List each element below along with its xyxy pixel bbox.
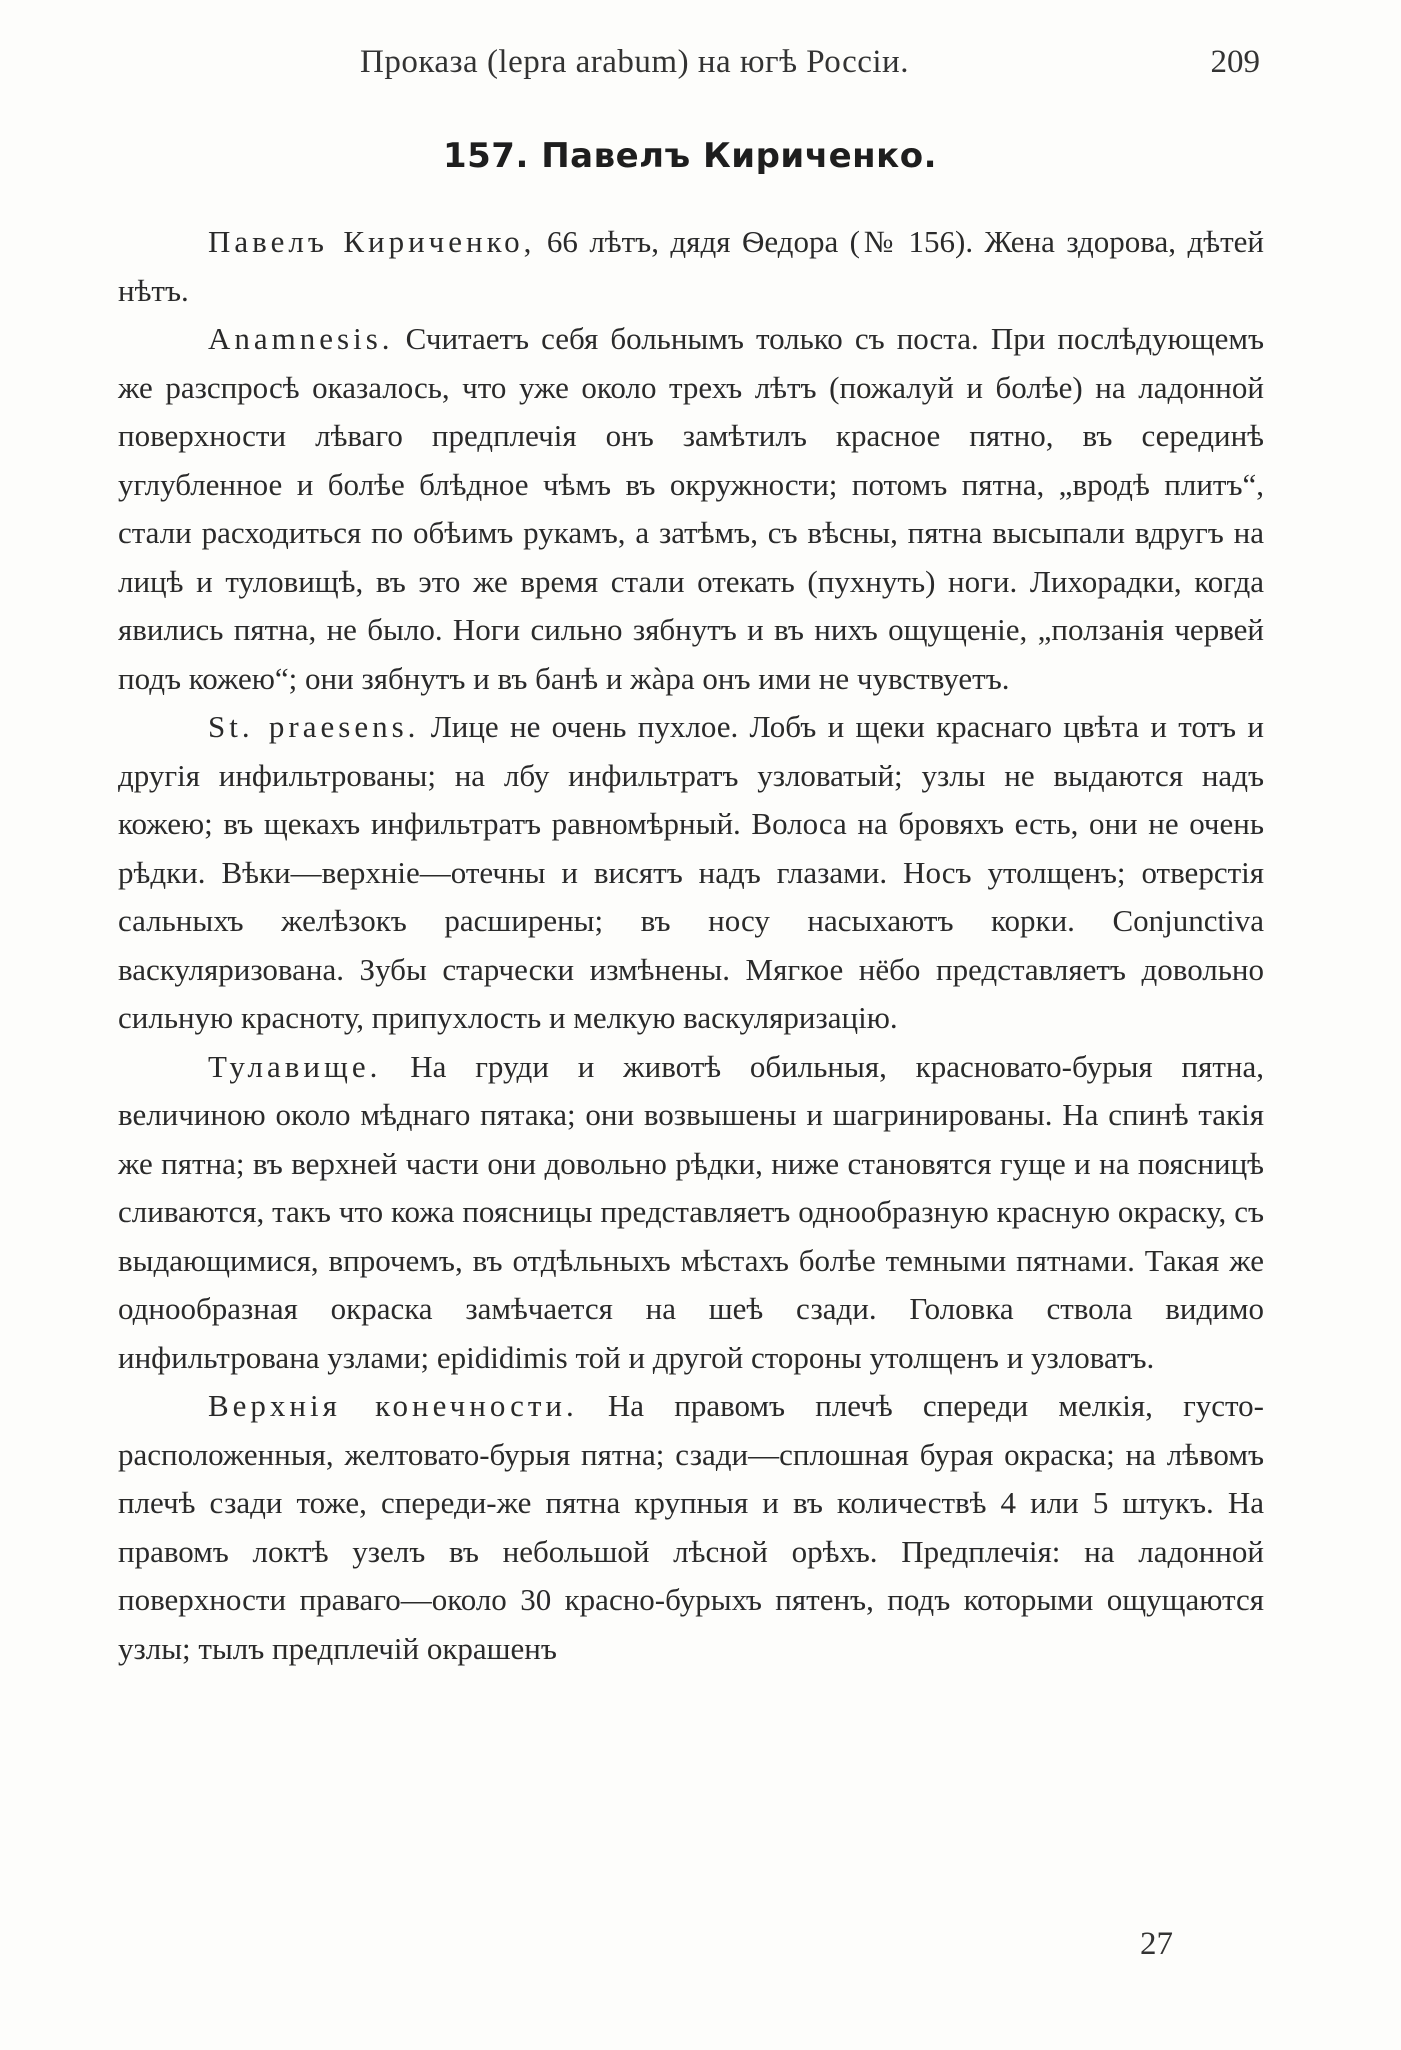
trunk-label: Тулавище. (208, 1048, 382, 1084)
upper-limbs-label: Верхнія конечности. (208, 1388, 578, 1423)
running-title: Проказа (lepra arabum) на югѣ Россіи. (360, 44, 909, 80)
anamnesis-text: Считаетъ себя больнымъ только съ поста. При послѣдующемъ же разспросѣ оказалось, что уже около трехъ лѣтъ (пожалуй и болѣе) на ладонной поверхности лѣваго предплечія онъ замѣтилъ красное пятно, въ серединѣ углубленное и болѣе блѣдное чѣмъ въ окружности; потомъ пятна, „вродѣ плитъ“, стали расходиться по обѣимъ рукамъ, а затѣмъ, съ вѣсны, пятна высыпали вдругъ на лицѣ и туловищѣ, въ это же время стали отекать (пухнуть) ноги. Лихорадки, когда явились пятна, не было. Ноги сильно зябнутъ и въ нихъ ощущеніе, „ползанія червей подъ кожею“; они зябнутъ и въ банѣ и жàра онъ ими не чувствуетъ. (118, 321, 1264, 696)
paragraph-intro (118, 218, 1264, 315)
anamnesis-label: Anamnesis. (208, 321, 394, 356)
paragraph-anamnesis (118, 315, 1264, 703)
body-text (118, 218, 1264, 1673)
trunk-text: На груди и животѣ обильныя, красновато-бурыя пятна, величиною около мѣднаго пятака; они возвышены и шагринированы. На спинѣ такія же пятна; въ верхней части они довольно рѣдки, ниже становятся гуще и на поясницѣ сливаются, такъ что кожа поясницы представляетъ однообразную красную окраску, съ выдающимися, впрочемъ, въ отдѣльныхъ мѣстахъ болѣе темными пятнами. Такая же однообразная окраска замѣчается на шеѣ сзади. Головка ствола видимо инфильтрована узлами; epididimis той и другой стороны утолщенъ и узловатъ. (118, 1048, 1264, 1375)
intro-text: 66 лѣтъ, дядя Ѳедора (№ 156). Жена здорова, дѣтей нѣтъ. (118, 224, 1264, 308)
paragraph-praesens (118, 703, 1264, 1043)
signature-mark: 27 (1140, 1926, 1173, 1962)
praesens-text: Лице не очень пухлое. Лобъ и щеки краснаго цвѣта и тотъ и другія инфильтрованы; на лбу инфильтратъ узловатый; узлы не выдаются надъ кожею; въ щекахъ инфильтратъ равномѣрный. Волоса на бровяхъ есть, они не очень рѣдки. Вѣки—верхніе—отечны и висятъ надъ глазами. Носъ утолщенъ; отверстія сальныхъ желѣзокъ расширены; въ носу насыхаютъ корки. Conjunctiva васкуляризована. Зубы старчески измѣнены. Мягкое нёбо представляетъ довольно сильную красноту, припухлость и мелкую васкуляризацію. (118, 709, 1264, 1035)
paragraph-upper-limbs (118, 1382, 1264, 1673)
article-heading: 157. Павелъ Кириченко. (442, 136, 937, 176)
patient-name: Павелъ Кириченко, (208, 224, 536, 259)
praesens-label: St. praesens. (208, 709, 420, 744)
upper-limbs-text: На правомъ плечѣ спереди мелкія, густо-расположенныя, желтовато-бурыя пятна; сзади—сплошная бурая окраска; на лѣвомъ плечѣ сзади тоже, спереди-же пятна крупныя и въ количествѣ 4 или 5 штукъ. На правомъ локтѣ узелъ въ небольшой лѣсной орѣхъ. Предплечія: на ладонной поверхности праваго—около 30 красно-бурыхъ пятенъ, подъ которыми ощущаются узлы; тылъ предплечій окрашенъ (118, 1388, 1264, 1666)
page-number: 209 (1210, 44, 1260, 80)
running-head (120, 44, 1260, 94)
paragraph-trunk (118, 1043, 1264, 1383)
